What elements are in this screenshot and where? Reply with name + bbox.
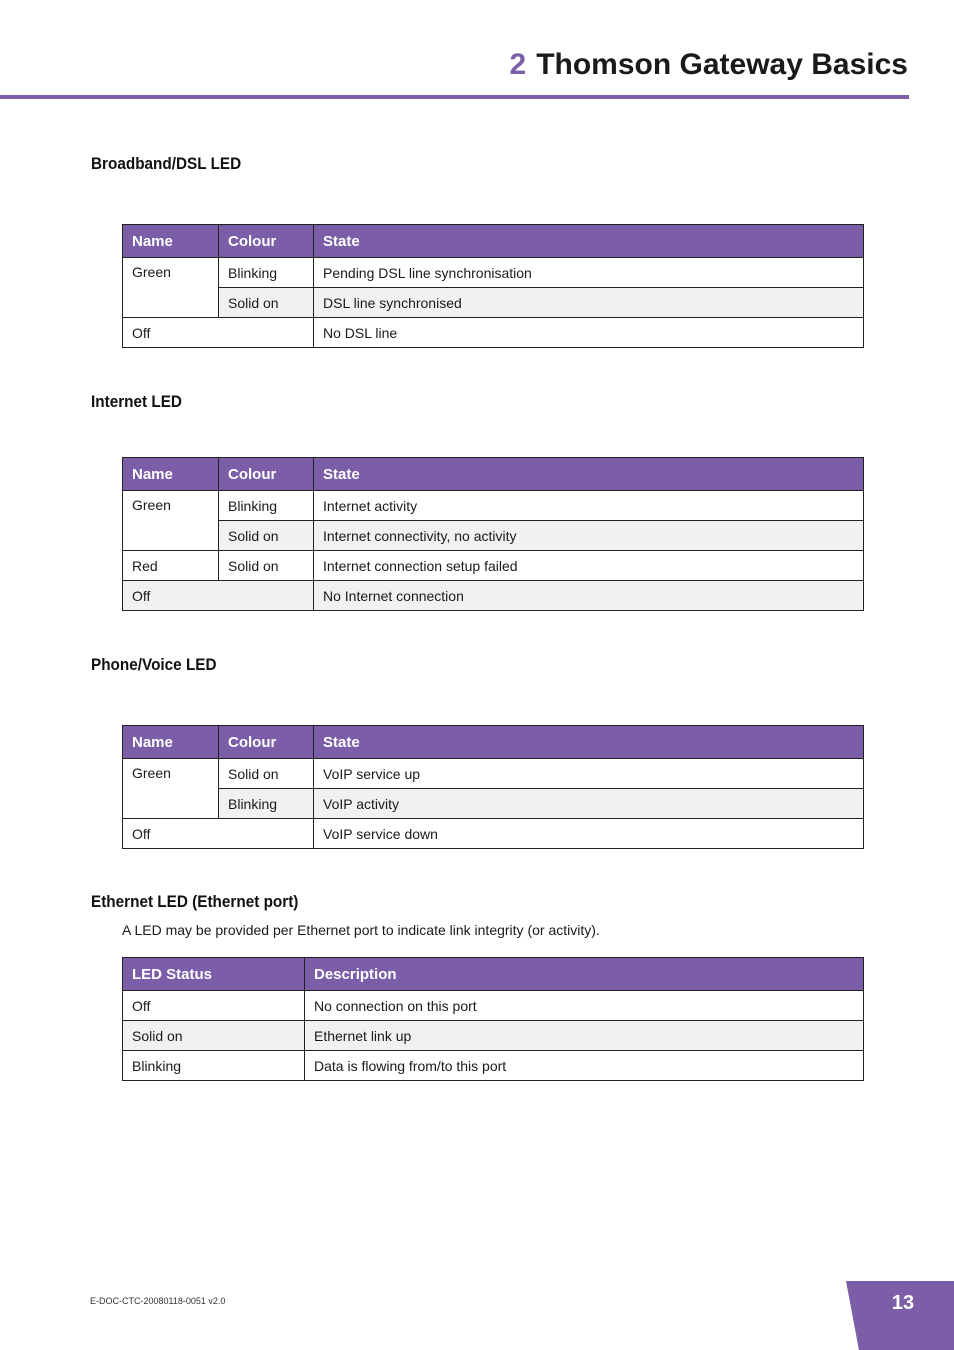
column-header: Name [123,726,219,759]
column-header: Name [123,225,219,258]
chapter-number: 2 [509,48,527,81]
cell-name: Green [123,258,219,318]
cell-name: Off [123,819,314,849]
page-number: 13 [891,1292,915,1314]
section-heading-phone: Phone/Voice LED [91,655,217,674]
table-header-row [123,726,864,759]
table-header-row [123,225,864,258]
cell-status: Blinking [123,1051,305,1081]
table-row [123,991,864,1021]
cell-colour: Solid on [219,288,314,318]
dsl-led-table [122,224,864,348]
column-header: Description [305,958,864,991]
cell-state: No Internet connection [314,581,864,611]
cell-description: Ethernet link up [305,1021,864,1051]
cell-state: VoIP service up [314,759,864,789]
column-header: State [314,726,864,759]
section-heading-dsl: Broadband/DSL LED [91,154,242,173]
cell-name: Red [123,551,219,581]
cell-state: Internet activity [314,491,864,521]
column-header: Name [123,458,219,491]
table-row [123,491,864,521]
table-row [123,1021,864,1051]
cell-state: DSL line synchronised [314,288,864,318]
phone-led-table [122,725,864,849]
cell-name: Off [123,581,314,611]
table-row [123,521,864,551]
table-row [123,1051,864,1081]
chapter-title [510,48,908,82]
table-row [123,789,864,819]
cell-state: VoIP activity [314,789,864,819]
table-row [123,581,864,611]
cell-state: Internet connection setup failed [314,551,864,581]
column-header: State [314,458,864,491]
table-row [123,258,864,288]
cell-name: Green [123,491,219,551]
cell-state: VoIP service down [314,819,864,849]
cell-state: Internet connectivity, no activity [314,521,864,551]
cell-colour: Blinking [219,491,314,521]
cell-colour: Blinking [219,258,314,288]
cell-description: No connection on this port [305,991,864,1021]
table-row [123,318,864,348]
cell-colour: Solid on [219,551,314,581]
cell-colour: Blinking [219,789,314,819]
table-row [123,759,864,789]
chapter-title-text: Thomson Gateway Basics [536,48,908,81]
cell-state: Pending DSL line synchronisation [314,258,864,288]
section-heading-ethernet: Ethernet LED (Ethernet port) [91,892,299,911]
table-header-row [123,458,864,491]
cell-status: Off [123,991,305,1021]
cell-state: No DSL line [314,318,864,348]
column-header: Colour [219,726,314,759]
footer-document-id: E-DOC-CTC-20080118-0051 v2.0 [90,1296,226,1306]
ethernet-led-table [122,957,864,1081]
table-header-row [123,958,864,991]
column-header: LED Status [123,958,305,991]
column-header: Colour [219,458,314,491]
cell-status: Solid on [123,1021,305,1051]
cell-name: Off [123,318,314,348]
internet-led-table [122,457,864,611]
header-rule [0,95,909,99]
section-heading-internet: Internet LED [91,392,182,411]
cell-colour: Solid on [219,759,314,789]
cell-description: Data is flowing from/to this port [305,1051,864,1081]
table-row [123,551,864,581]
column-header: Colour [219,225,314,258]
cell-colour: Solid on [219,521,314,551]
cell-name: Green [123,759,219,819]
ethernet-intro-text: A LED may be provided per Ethernet port to indicate link integrity (or activity). [122,922,600,938]
table-row [123,819,864,849]
column-header: State [314,225,864,258]
table-row [123,288,864,318]
